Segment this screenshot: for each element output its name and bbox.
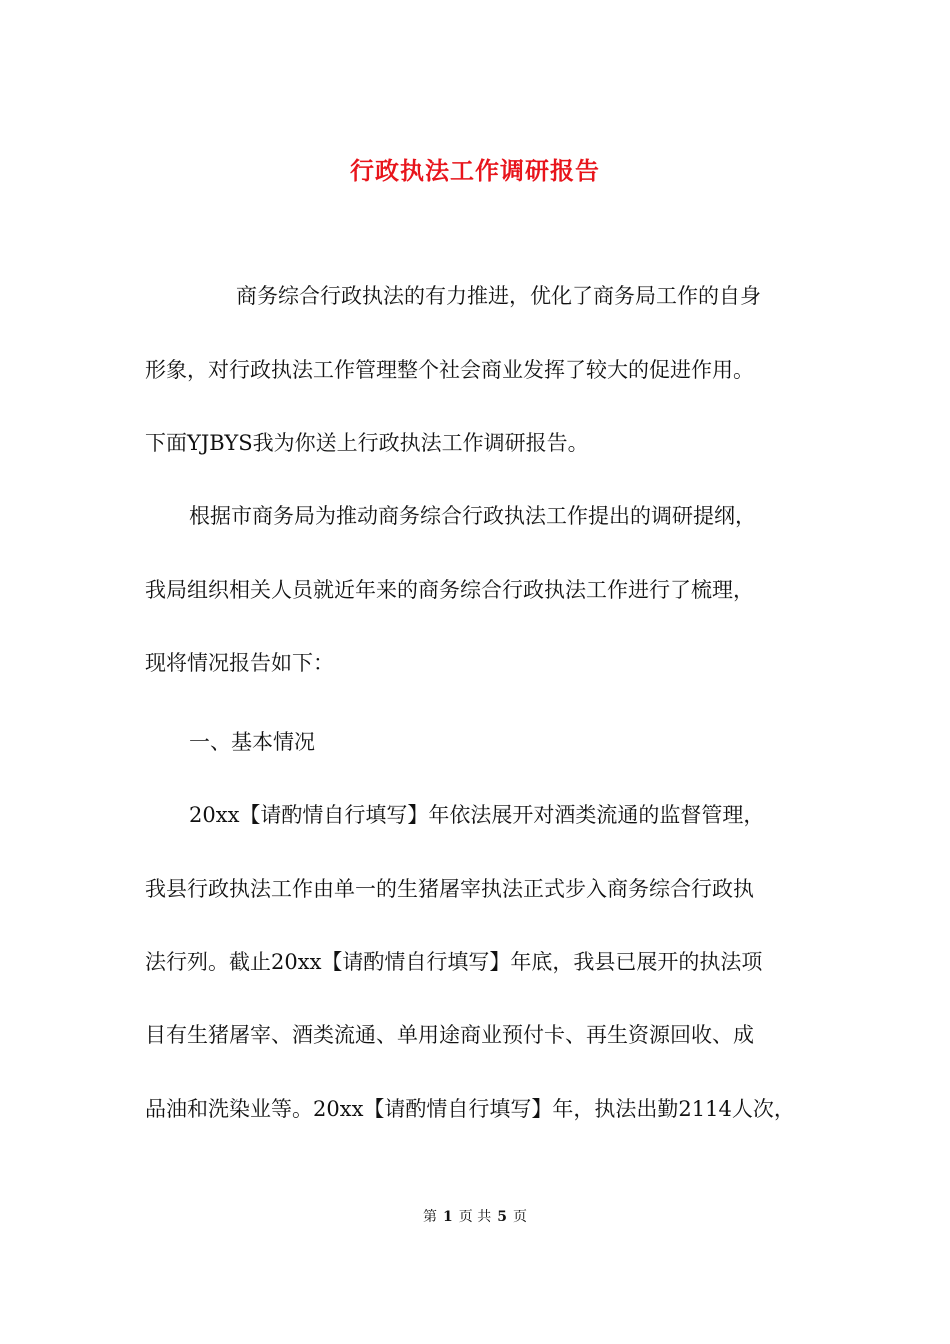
page-title: 行政执法工作调研报告 [350,156,600,186]
paragraph-line: 20xx【请酌情自行填写】年依法展开对酒类流通的监督管理， [189,803,765,827]
section-heading: 一、基本情况 [189,730,315,754]
paragraph-line: 我县行政执法工作由单一的生猪屠宰执法正式步入商务综合行政执 [145,877,754,901]
paragraph-line: 形象，对行政执法工作管理整个社会商业发挥了较大的促进作用。 [145,358,754,382]
paragraph-line: 我局组织相关人员就近年来的商务综合行政执法工作进行了梳理， [145,578,754,602]
paragraph-line: 目有生猪屠宰、酒类流通、单用途商业预付卡、再生资源回收、成 [145,1023,754,1047]
footer-page-number: 1 [443,1209,453,1225]
page-footer [0,1207,950,1227]
paragraph-line: 根据市商务局为推动商务综合行政执法工作提出的调研提纲， [189,504,756,528]
footer-middle: 页 共 [458,1209,492,1225]
paragraph-line: 品油和洗染业等。20xx【请酌情自行填写】年，执法出勤2114人次， [145,1097,795,1121]
paragraph-line: 法行列。截止20xx【请酌情自行填写】年底，我县已展开的执法项 [145,950,763,974]
paragraph-line: 商务综合行政执法的有力推进，优化了商务局工作的自身 [236,284,761,308]
paragraph-line: 下面YJBYS我为你送上行政执法工作调研报告。 [145,431,589,455]
footer-total-pages: 5 [497,1209,507,1225]
footer-suffix: 页 [512,1209,527,1225]
footer-prefix: 第 [423,1209,438,1225]
paragraph-line: 现将情况报告如下： [145,651,334,675]
